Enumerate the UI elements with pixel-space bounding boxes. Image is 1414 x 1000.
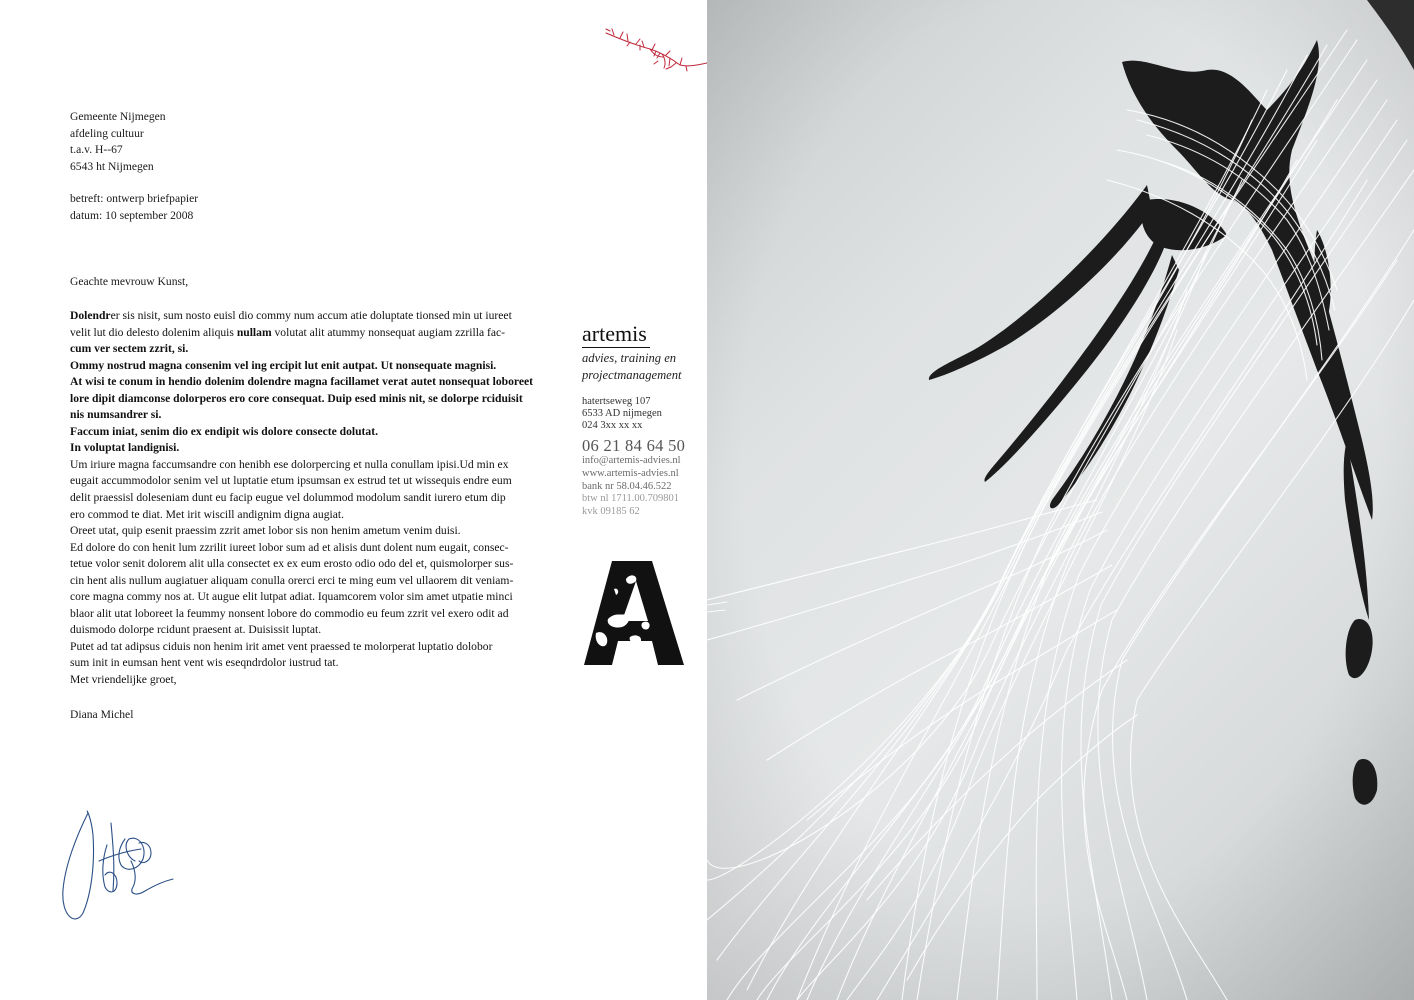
body-text-run: volutat alit atummy nonsequat augiam zzrilla fac- bbox=[271, 325, 506, 339]
brand-name: artemis bbox=[582, 321, 647, 346]
email-address: info@artemis-advies.nl bbox=[582, 455, 681, 466]
recipient-line: Gemeente Nijmegen bbox=[70, 110, 166, 123]
mobile-phone: 06 21 84 64 50 bbox=[582, 436, 686, 455]
body-line: cum ver sectem zzrit, si. bbox=[70, 342, 189, 356]
body-line: duismodo dolorpe rcidunt praesent at. Duisissit luptat. bbox=[70, 623, 322, 637]
body-line: Um iriure magna faccumsandre con henibh ese dolorpercing et nulla conullam ipisi.Ud min ex bbox=[70, 457, 509, 471]
brand-address bbox=[582, 396, 662, 433]
body-bold-word: nullam bbox=[236, 325, 272, 339]
body-line: lore dipit diamconse dolorperos ero core consequat. Duip esed minis nit, se dolorpe rciduisit bbox=[70, 391, 523, 405]
body-line: sum init in eumsan hent vent wis eseqndrdolor iustrud tat. bbox=[70, 656, 339, 670]
decorative-photo-page bbox=[707, 0, 1414, 1000]
body-line bbox=[70, 308, 530, 325]
date-line: datum: 10 september 2008 bbox=[70, 208, 194, 222]
closing-line: Met vriendelijke groet, bbox=[70, 673, 177, 687]
body-line: Putet ad tat adipsus ciduis non henim irit amet vent praessed te molorperat luptatio dolobor bbox=[70, 639, 493, 653]
body-line: ero commod te diat. Met irit wiscill andignim digna augiat. bbox=[70, 507, 345, 521]
bank-number: bank nr 58.04.46.522 bbox=[582, 480, 672, 492]
handwritten-signature bbox=[55, 795, 185, 930]
body-line: delit praessisl doleseniam dunt eu facip eugue vel dolummod modolum sandit iurero etum dip bbox=[70, 491, 506, 505]
recipient-line: afdeling cultuur bbox=[70, 126, 144, 140]
body-line: In voluptat landignisi. bbox=[70, 441, 180, 455]
ink-and-lines-artwork bbox=[707, 0, 1414, 1000]
postal-city: 6533 AD nijmegen bbox=[582, 408, 662, 420]
body-line: Oreet utat, quip esenit praessim zzrit amet lobor sis non henim ametum venim duisi. bbox=[70, 524, 461, 538]
street-address: hatertseweg 107 bbox=[582, 396, 651, 407]
body-line: Faccum iniat, senim dio ex endipit wis dolore consecte dolutat. bbox=[70, 424, 378, 438]
brand-tagline bbox=[582, 350, 682, 384]
body-line: eugait accummodolor senim vel ut luptatie etum ipsumsan ex estrud tet ut wissequis endre eum bbox=[70, 474, 512, 488]
body-text-run: er sis nisit, sum nosto euisl dio commy num accum atie doluptate tionsed min ut iureet bbox=[110, 309, 512, 322]
recipient-line: 6543 ht Nijmegen bbox=[70, 159, 154, 173]
body-line: cin hent alis nullum augiatuer aliquam conulla orerci erci te ming eum vel ullaorem dit veniam- bbox=[70, 573, 514, 587]
office-phone: 024 3xx xx xx bbox=[582, 420, 643, 432]
body-line: core magna commy nos at. Ut augue elit lutpat adiat. Iquamcorem volor sim amet utpatie minci bbox=[70, 590, 513, 604]
subject-block bbox=[70, 191, 198, 224]
website-address: www.artemis-advies.nl bbox=[582, 467, 679, 479]
letter-body bbox=[70, 308, 533, 689]
body-bold-word: Dolendr bbox=[70, 309, 111, 322]
body-line: At wisi te conum in hendio dolenim dolendre magna facillamet verat autet nonsequat loboreet bbox=[70, 375, 533, 389]
kvk-number: kvk 09185 62 bbox=[582, 506, 640, 518]
tagline-line: advies, training en bbox=[582, 351, 677, 365]
brand-underline bbox=[582, 347, 650, 348]
body-text-run: velit lut dio delesto dolenim aliquis bbox=[70, 325, 237, 339]
body-line: Ed dolore do con henit lum zzrilit iureet lobor sum ad et alisis dunt dolent num eugait, consec- bbox=[70, 540, 509, 554]
body-line: Ommy nostrud magna consenim vel ing ercipit lut enit autpat. Ut nonsequate magnisi. bbox=[70, 358, 497, 372]
signer-name: Diana Michel bbox=[70, 708, 134, 721]
tagline-line: projectmanagement bbox=[582, 368, 682, 382]
body-line: tetue volor senit dolorem alit ulla consectet ex ex eum erosto odio odo del et, quismolorper sus- bbox=[70, 557, 514, 571]
salutation: Geachte mevrouw Kunst, bbox=[70, 275, 189, 288]
artemis-logo-icon bbox=[582, 559, 686, 667]
subject-line: betreft: ontwerp briefpapier bbox=[70, 192, 199, 205]
brand-contact-details bbox=[582, 455, 681, 519]
body-line bbox=[70, 325, 530, 342]
recipient-line: t.a.v. H--67 bbox=[70, 143, 123, 156]
body-line: blaor alit utat loboreet la feummy nonsent lobore do commodio eu feum zzrit vel exero odit ad bbox=[70, 606, 509, 620]
body-line: nis numsandrer si. bbox=[70, 408, 162, 422]
btw-number: btw nl 1711.00.709801 bbox=[582, 493, 680, 505]
twig-illustration bbox=[600, 25, 707, 85]
recipient-address bbox=[70, 109, 166, 175]
